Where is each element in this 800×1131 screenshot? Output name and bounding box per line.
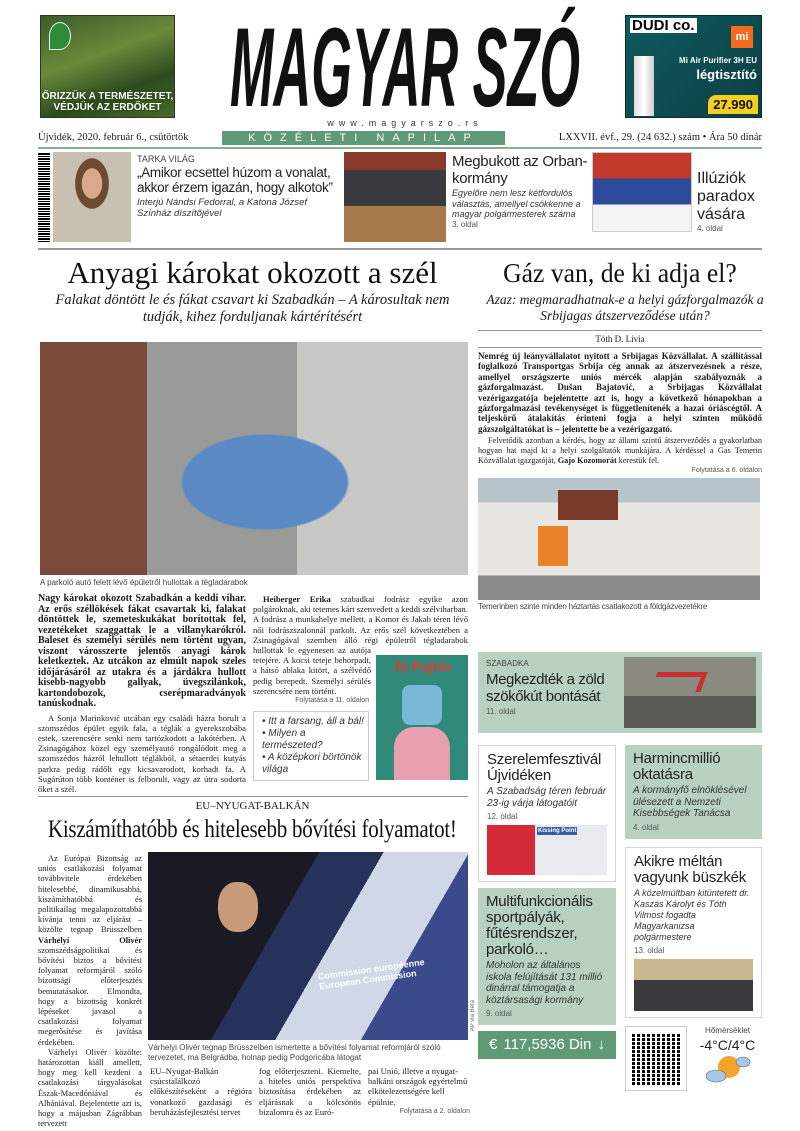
gas-column <box>478 351 762 611</box>
mask-figure <box>402 685 442 725</box>
air-purifier-image <box>634 56 654 116</box>
qr-weather-row <box>625 1026 762 1091</box>
ad-slogan-line-1: ŐRIZZÜK A TERMÉSZETET, <box>41 91 174 102</box>
teaser-illuziok[interactable] <box>697 170 767 233</box>
teaser-title: Megbukott az Orban-kormány <box>452 153 588 187</box>
ad-slogan <box>41 91 174 113</box>
person-name: Gajo Kozomorát <box>557 456 617 466</box>
ad-product-type: légtisztító <box>696 67 757 82</box>
euro-icon: € <box>489 1036 498 1053</box>
varhelyi-photo[interactable] <box>148 852 468 1040</box>
lead-headline[interactable] <box>30 256 475 290</box>
continued-link[interactable]: Folytatása a 2. oldalon <box>399 1107 470 1115</box>
person-name: Heiberger Erika <box>263 594 331 604</box>
divider <box>38 147 762 149</box>
temperature-value: -4°C/4°C <box>699 1036 756 1053</box>
face-shape <box>218 882 258 932</box>
newspaper-logo[interactable] <box>225 6 585 116</box>
issue-info: LXXVII. évf., 29. (24 632.) szám • Ára 50 dinár <box>558 132 762 143</box>
commission-banner: Commission européenne European Commission <box>317 956 426 992</box>
page-ref: 9. oldal <box>486 1009 512 1018</box>
photo-label: Kissing Point <box>538 828 577 834</box>
ad-air-purifier[interactable] <box>625 15 762 118</box>
bullet-item: • Milyen a természeted? <box>262 728 323 752</box>
page-ref: 13. oldal <box>634 945 665 955</box>
teaser-tarka-vilag[interactable] <box>137 154 340 219</box>
website-url[interactable]: www.magyarszo.rs <box>327 118 483 128</box>
teaser-szabadka[interactable] <box>478 652 762 733</box>
arrow-down-icon: ↓ <box>597 1036 605 1053</box>
float-spacer <box>468 594 469 655</box>
divider <box>38 796 468 797</box>
jo-pajtas-cover[interactable] <box>376 655 468 780</box>
teaser-kicker: SZABADKA <box>486 659 529 668</box>
euro-exchange-rate[interactable] <box>478 1031 616 1059</box>
page-ref: 3. oldal <box>452 219 478 229</box>
page-ref: 4. oldal <box>633 822 659 832</box>
eu-body-paragraph: pai Unió, illetve a nyugat-balkáni országok egyértelmű elkötelezettségére kell épülnie. <box>368 1066 468 1107</box>
damaged-car-photo[interactable] <box>40 342 468 575</box>
teaser-multifunkcionalis[interactable] <box>478 888 616 1025</box>
gas-deck: Azaz: megmaradhatnak-e a helyi gázforgalmazók a Srbijagas átszerveződése után? <box>486 292 764 323</box>
teaser-title: Szerelemfesztivál Újvidéken <box>487 751 602 784</box>
excavator-arm <box>650 672 707 692</box>
ad-product: Mi Air Purifier 3H EU <box>679 56 757 65</box>
photo-caption: Várhelyi Olivér tegnap Brüsszelben ismertette a bővítési folyamat reformjáról szóló tervezetet, ma Belgrádba, holnap pedig Podgoricába látogat <box>148 1043 441 1062</box>
award-photo <box>634 959 753 1011</box>
teaser-sub: Interjú Nándsi Fedorral, a Katona József Színház díszítőjével <box>137 197 308 219</box>
lead-paragraph: Nagy károkat okozott Szabadkán a keddi vihar. Az erős széllökések fákat csavartak ki, falakat döntöttek le, szemeteskukákat borítottak fel, vezetékeket szaggattak le a villanykarókról. Baleset és személyi sérülés nem történt ugyan, viszont városszerte jelentős anyagi károk keletkeztek. Az utcákon az elmúlt napok szeles időjárásáról az utakra és a járdákra hullott kisebb-nagyobb gallyak, üvegszilánkok, kartondobozok, cserépmaradványok tanúskodnak. <box>38 593 246 709</box>
divider <box>38 248 762 250</box>
partly-cloudy-icon <box>705 1053 751 1083</box>
weather-widget <box>693 1026 762 1091</box>
magazine-title: Jó Pajtás <box>392 659 452 675</box>
teaser-akikre[interactable] <box>625 847 762 1018</box>
bullet-item: • Itt a farsang, áll a bál! <box>262 716 364 728</box>
eu-kicker: EU–NYUGAT-BALKÁN <box>195 800 310 812</box>
continued-link[interactable]: Folytatása a 11. oldalon <box>295 697 369 705</box>
teaser-sub: A közelmúltban kitüntetett dr. Kaszás Károlyt és Tóth Vilmost fogadta Magyarkanizsa polgármestere <box>634 887 750 942</box>
teaser-sub: A Szabadság téren február 23-ig várja látogatóit <box>487 786 607 809</box>
teaser-sub: Moholon az általános iskola felújítását 131 millió dinárral támogatja a köztársasági kormány <box>486 960 603 1006</box>
logo-text: MAGYAR SZÓ <box>230 6 580 116</box>
issue-date: Újvidék, 2020. február 6., csütörtök <box>38 132 189 143</box>
excavator-photo <box>624 657 756 728</box>
weather-label: Hőmérséklet <box>705 1025 750 1035</box>
girl-figure <box>394 727 450 780</box>
byline: Tóth D. Lívia <box>595 334 645 344</box>
continued-link[interactable]: Folytatása a 6. oldalon <box>691 467 762 475</box>
gas-headline-text: Gáz van, de ki adja el? <box>503 258 737 288</box>
lead-left-column <box>38 594 246 794</box>
gas-meter-box <box>538 526 568 566</box>
lead-headline-text: Anyagi károkat okozott a szél <box>67 255 438 290</box>
jo-pajtas-box[interactable] <box>253 711 369 781</box>
photo-caption: Temerinben szinte minden háztartás csatlakozott a földgázvezetékre <box>478 602 708 612</box>
eu-body-paragraph: Az Európai Bizottság az uniós csatlakozási folyamat továbbvitele érdekében hitelesebbé, dinamikusabbá, kiszámíthatóbbá és politikailag megalapozottabbá kívánja tenni az eljárást – közölte tegnap Brüsszelben Várhelyi Olivér szomszédságpolitikai és bővítési biztos a bővítési folyamat reformjáról szóló bizottsági előterjesztés bemutatásakor. Elmondta, hogy a bizottság konkrét lépéseket javasol a csatlakozási folyamat megerősítése és javítása érdekében. <box>38 854 142 1047</box>
photo-caption: A parkoló autó felett lévő épületről hullottak a tégladarabok <box>40 578 248 587</box>
teaser-title: Akikre méltán vagyunk büszkék <box>634 852 747 886</box>
exchange-value: 117,5936 Din <box>503 1036 592 1053</box>
gas-lead: Nemrég új leányvállalatot nyitott a Srbijagas Közvállalat. A szállítással foglalkozó Transportgas Srbija cég annak az átszervezésnek a része, amellyel országszerte uniós mércék alapján szabályoznák a gázforgalmazást. Dušan Bajatović, a Srbijagas Közvállalat vezérigazgatója bejelentette azt is, hogy a következő hónapokban a gázforgalmazási tevékenységet is függetlenítenék a hazai óriáscégtől. A teljeskörű átalakítás érinteni fogja a helyi szinten működő gázszolgáltatókat is – jelentette be a vezérigazgató. <box>478 351 762 434</box>
ad-brand: DUDI co. <box>632 17 695 34</box>
blue-car-shape <box>160 422 370 542</box>
teaser-title: Illúziók paradox vására <box>697 170 755 223</box>
body-paragraph: A Sonja Marinković utcában egy családi házra borult a szomszédos épület egyik fala, a téglák a gyerekszobába estek, szerencsére senki nem tartózkodott a lakótérben. A Zsinagógához közel egy személyautó rongálódott meg a szomszédos házról lehullott téglákból, a sétaerdei kutyás parkra pedig rádőlt egy kicsavarodott, korhadt fa. A Sugárúton több konténer is felborult, vagy az útra sodorta őket a szél. <box>38 712 246 794</box>
page-ref: 11. oldal <box>486 707 516 716</box>
eu-headline-text: Kiszámíthatóbb és hitelesebb bővítési folyamatot! <box>48 816 457 843</box>
divider <box>478 347 762 348</box>
gas-headline[interactable] <box>478 256 762 290</box>
page-ref: 4. oldal <box>697 224 723 233</box>
parliament-photo[interactable] <box>344 152 446 242</box>
portrait-photo[interactable] <box>53 152 131 242</box>
teaser-title: Multifunkcionális sportpályák, fűtésrendszer, parkoló… <box>486 893 593 958</box>
eu-body-col-1 <box>38 854 142 1129</box>
barcode <box>38 152 50 242</box>
teaser-kicker: TARKA VILÁG <box>137 154 195 164</box>
lead-deck: Falakat döntött le és fákat csavart ki Szabadkán – A károsultak nem tudják, kihez forduljanak kártérítésért <box>55 292 450 325</box>
ad-nature-protection[interactable] <box>40 15 175 118</box>
sidebar-left-column <box>478 745 616 1059</box>
eu-body-col-2: EU–Nyugat-Balkán csúcstalálkozó előkészítéseként a régióra vonatkozó gazdasági és beruházásfejlesztési tervet <box>150 1066 252 1117</box>
divider <box>478 330 762 331</box>
teaser-title: Harmincmillió oktatásra <box>633 750 721 783</box>
eu-body-col-3: fog előterjeszteni. Kiemelte, a hiteles uniós perspektíva biztosítása érdekében az eljárásnak a kölcsönös bizalomra és az Euró- <box>259 1066 361 1117</box>
teaser-orban[interactable] <box>452 153 589 229</box>
person-name: Várhelyi Olivér <box>38 935 142 945</box>
ad-slogan-line-2: VÉDJÜK AZ ERDŐKET <box>53 102 162 113</box>
forest-leaf-icon <box>49 22 71 50</box>
qr-code-pattern <box>632 1033 680 1085</box>
serbian-flag-ballot-photo[interactable] <box>592 152 692 232</box>
teaser-title: Megkezdték a zöld szökőkút bontását <box>486 671 605 705</box>
sidebar-right-column <box>625 745 762 1091</box>
eu-body-paragraph: Várhelyi Olivér közölte: határozottan kiáll amellett, hogy meg kell kezdeni a csatlakozási tárgyalásokat Észak-Macedóniával és Albániával. Bejelentette azt is, hogy a májusban Zágrábban tervezett <box>38 1047 142 1129</box>
kissing-point-photo <box>487 825 607 875</box>
teaser-szerelemfesztival[interactable] <box>478 745 616 882</box>
teaser-sub: Egyelőre nem lesz kétfordulós választás, amellyel csökkenne a magyar polgármesterek száma <box>452 188 581 219</box>
ad-price: 27.990 <box>708 95 758 114</box>
window-shape <box>558 490 618 520</box>
gas-meter-photo[interactable] <box>478 478 760 600</box>
body-text: szabadkai fodrász egyike azon polgároknak, aki tetemes kárt szenvedett a keddi szélviharban. A fodrász a munkahelye mellett, a Komor és Jakab téren lévő női fodrászszalonnál parkolt. Az erős szél következtében a Zsinagógával szemben álló régi épületről tégladarabok hullottak le egyenesen az autója tetejére. A kocsi teteje behorpadt, a hátsó ablaka kitört, a szélvédő pedig berepedt. Személyi sérülés szerencsére nem történt. <box>253 594 468 696</box>
teaser-harmincmillio[interactable] <box>625 745 762 839</box>
qr-code[interactable] <box>625 1026 687 1091</box>
gas-body: Felvetődik azonban a kérdés, hogy az állami szintű átszerveződés a gyakorlatban hogyan hat majd ki a helyi szolgáltatók munkájára. A kérdéssel a Gas Temerin Közvállalat igazgatóját, Gajo Kozomorát kerestük fel. <box>478 436 762 466</box>
eu-headline[interactable] <box>30 814 475 846</box>
teaser-title: „Amikor ecsettel húzom a vonalat, akkor érzem igazán, hogy alkotok” <box>137 165 333 195</box>
mi-logo-icon: mi <box>731 26 753 48</box>
teaser-sub: A kormányfő elnöklésével ülésezett a Nemzeti Kisebbségek Tanácsa <box>633 785 747 819</box>
eu-body-col-4 <box>368 1066 470 1117</box>
tagline-bar: KÖZÉLETI NAPILAP <box>222 131 505 145</box>
bullet-item: • A középkori börtönök világa <box>262 752 362 776</box>
page-ref: 12. oldal <box>487 812 518 821</box>
photo-credit: AP via Beta <box>470 1000 476 1032</box>
